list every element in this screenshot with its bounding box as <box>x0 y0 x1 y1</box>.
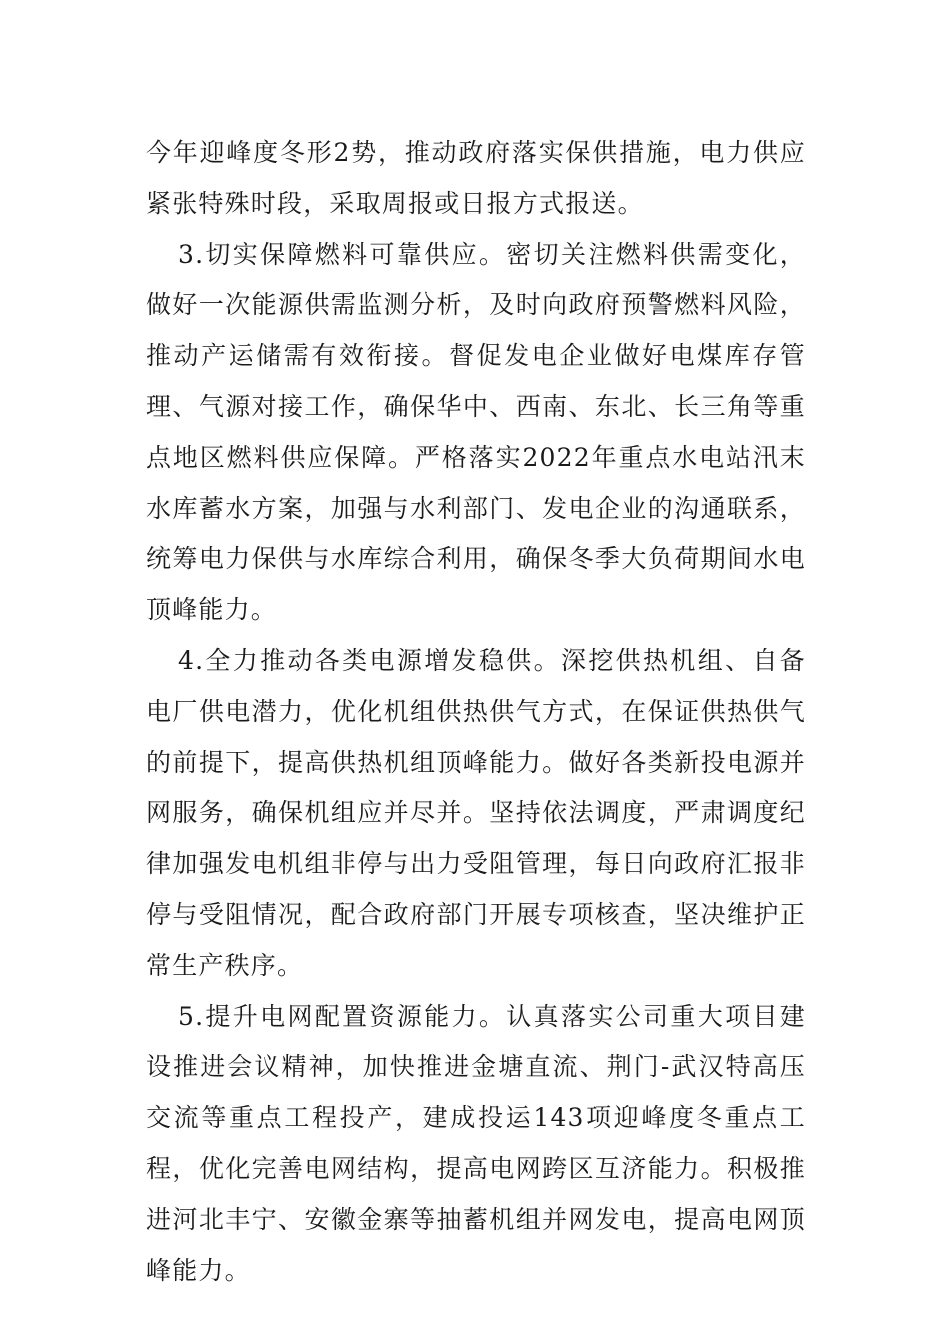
paragraph-continuation: 今年迎峰度冬形2势，推动政府落实保供措施，电力供应紧张特殊时段，采取周报或日报方式报送。 <box>146 138 806 218</box>
paragraph-item-4: 4.全力推动各类电源增发稳供。深挖供热机组、自备电厂供电潜力，优化机组供热供气方式，在保证供热供气的前提下，提高供热机组顶峰能力。做好各类新投电源并网服务，确保机组应并尽并。坚持依法调度，严肃调度纪律加强发电机组非停与出力受阻管理，每日向政府汇报非停与受阻情况，配合政府部门开展专项核查，坚决维护正常生产秩序。 <box>146 645 806 980</box>
paragraph-item-5: 5.提升电网配置资源能力。认真落实公司重大项目建设推进会议精神，加快推进金塘直流、荆门-武汉特高压交流等重点工程投产，建成投运143项迎峰度冬重点工程，优化完善电网结构，提高电网跨区互济能力。积极推进河北丰宁、安徽金寨等抽蓄机组并网发电，提高电网顶峰能力。 <box>146 1001 806 1285</box>
paragraph-item-3: 3.切实保障燃料可靠供应。密切关注燃料供需变化，做好一次能源供需监测分析，及时向政府预警燃料风险，推动产运储需有效衔接。督促发电企业做好电煤库存管理、气源对接工作，确保华中、西南、东北、长三角等重点地区燃料供应保障。严格落实2022年重点水电站汛末水库蓄水方案，加强与水利部门、发电企业的沟通联系，统筹电力保供与水库综合利用，确保冬季大负荷期间水电顶峰能力。 <box>146 239 806 625</box>
document-body <box>146 128 806 1296</box>
